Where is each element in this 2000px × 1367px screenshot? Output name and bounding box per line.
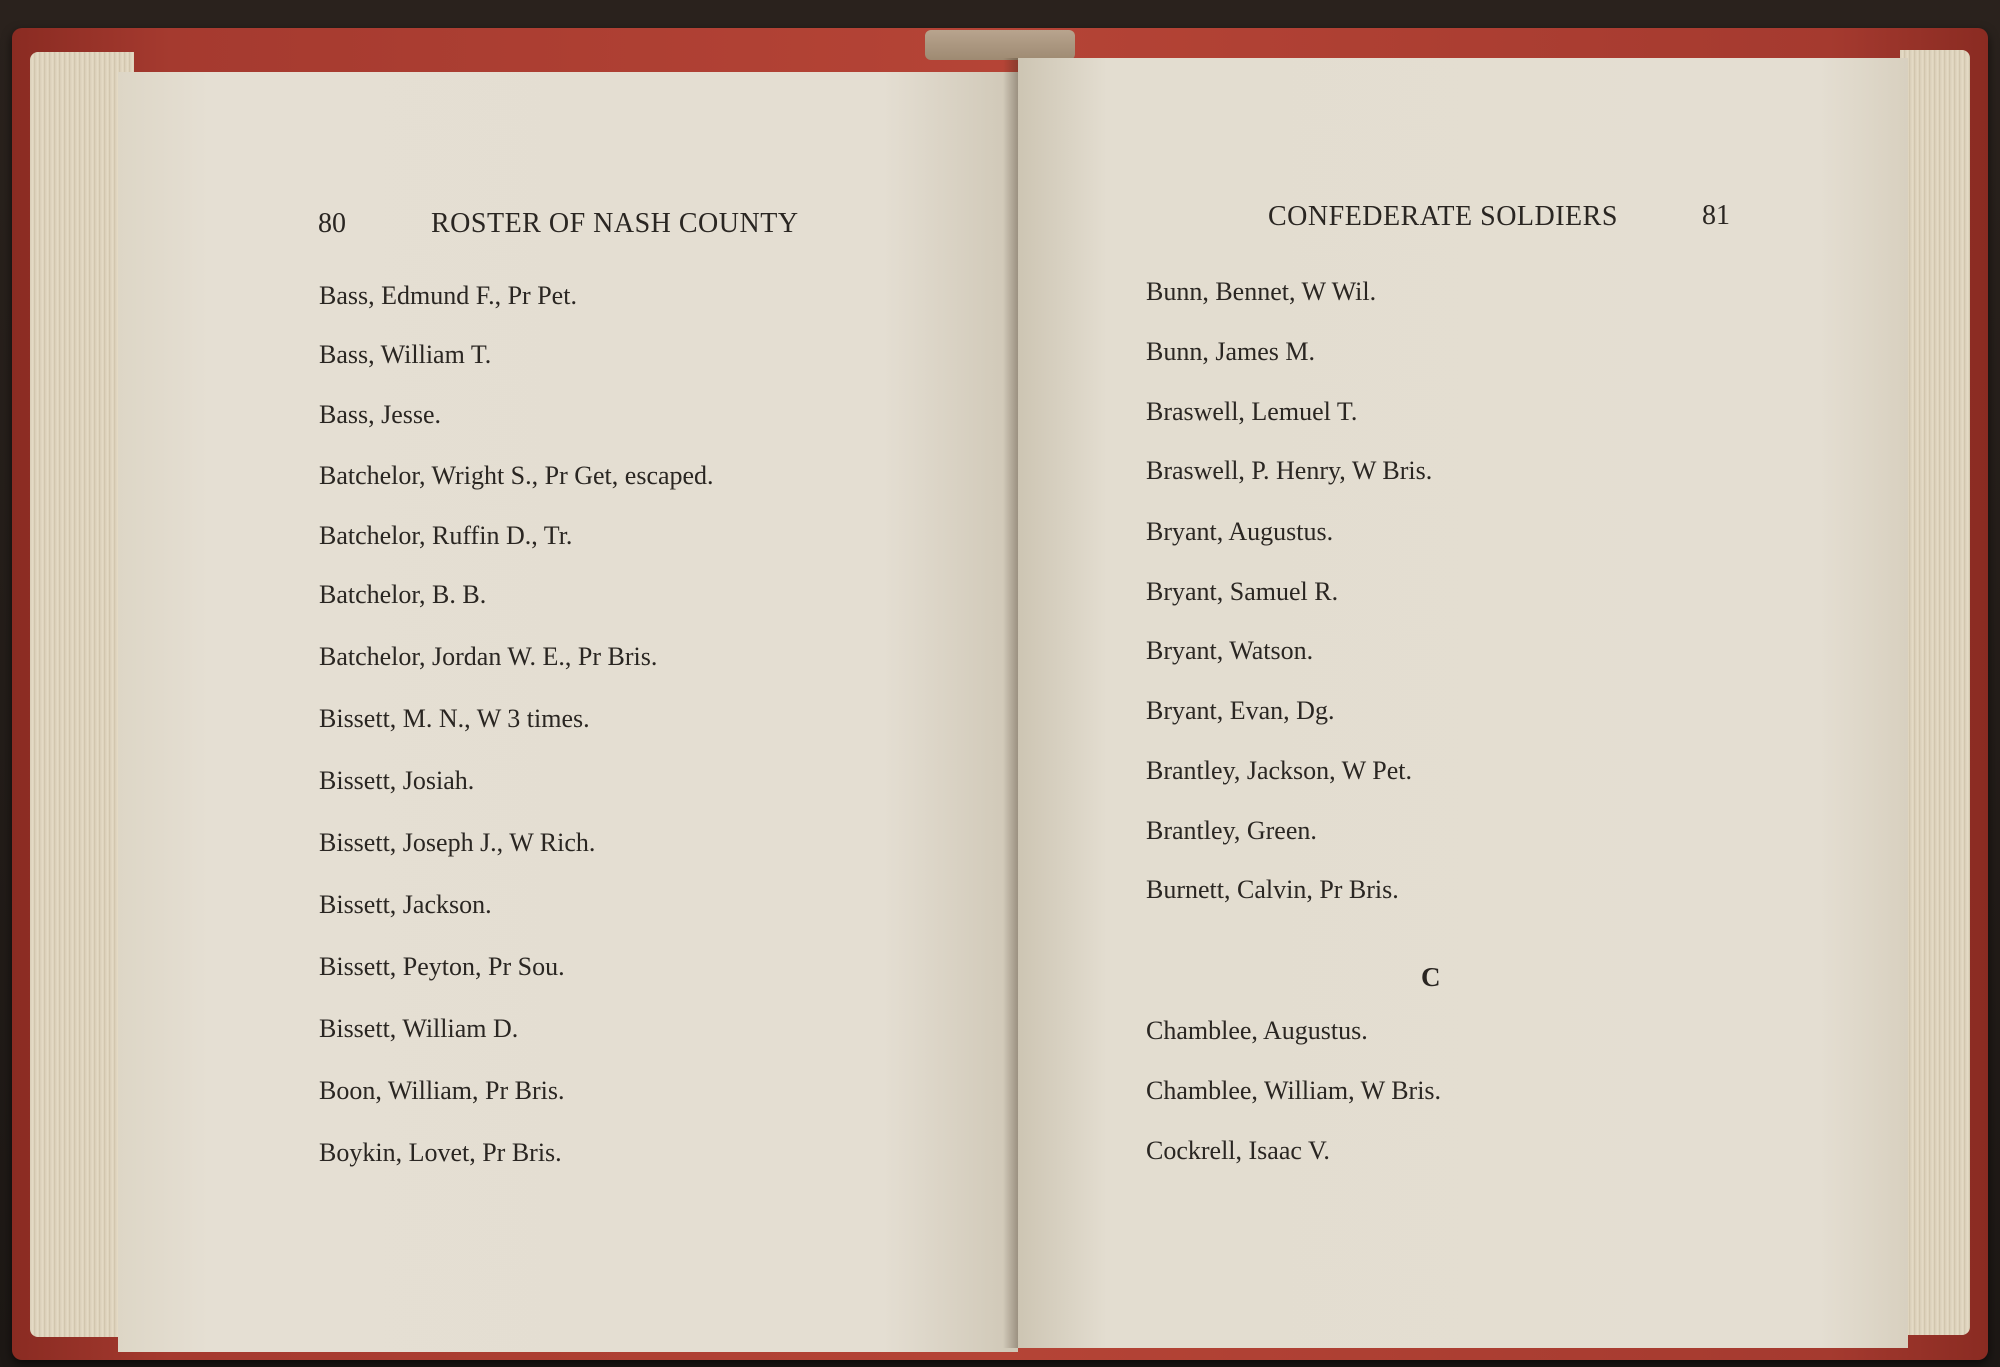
roster-entry: Bass, William T. <box>319 340 492 369</box>
roster-entry: Brantley, Green. <box>1146 816 1317 845</box>
roster-entry: Brantley, Jackson, W Pet. <box>1146 756 1412 785</box>
roster-entry: Bass, Edmund F., Pr Pet. <box>319 281 577 310</box>
left-running-head: ROSTER OF NASH COUNTY <box>431 208 799 239</box>
roster-entry: Batchelor, Wright S., Pr Get, escaped. <box>319 461 714 490</box>
roster-entry: Bissett, Joseph J., W Rich. <box>319 828 596 857</box>
roster-entry: Batchelor, Ruffin D., Tr. <box>319 521 573 550</box>
roster-entry: Boon, William, Pr Bris. <box>319 1076 565 1105</box>
roster-entry: Bryant, Watson. <box>1146 636 1314 665</box>
roster-entry: Bunn, Bennet, W Wil. <box>1146 277 1377 306</box>
roster-entry: Burnett, Calvin, Pr Bris. <box>1146 875 1399 904</box>
roster-entry: Bryant, Samuel R. <box>1146 577 1339 606</box>
spine-top <box>925 30 1075 60</box>
section-letter: C <box>1421 962 1441 992</box>
roster-entry: Chamblee, Augustus. <box>1146 1016 1368 1045</box>
roster-entry: Batchelor, B. B. <box>319 580 487 609</box>
roster-entry: Bissett, Jackson. <box>319 890 492 919</box>
roster-entry: Batchelor, Jordan W. E., Pr Bris. <box>319 642 658 671</box>
roster-entry: Bryant, Evan, Dg. <box>1146 696 1335 725</box>
roster-entry: Braswell, Lemuel T. <box>1146 397 1358 426</box>
roster-entry: Braswell, P. Henry, W Bris. <box>1146 456 1433 485</box>
roster-entry: Boykin, Lovet, Pr Bris. <box>319 1138 562 1167</box>
roster-entry: Cockrell, Isaac V. <box>1146 1136 1330 1165</box>
roster-entry: Bissett, Peyton, Pr Sou. <box>319 952 565 981</box>
roster-entry: Bissett, Josiah. <box>319 766 475 795</box>
roster-entry: Bissett, M. N., W 3 times. <box>319 704 590 733</box>
roster-entry: Bryant, Augustus. <box>1146 517 1334 546</box>
right-running-head: CONFEDERATE SOLDIERS <box>1268 201 1618 232</box>
roster-entry: Bass, Jesse. <box>319 400 442 429</box>
right-page-number: 81 <box>1702 200 1730 231</box>
left-page-number: 80 <box>318 208 346 239</box>
roster-entry: Chamblee, William, W Bris. <box>1146 1076 1442 1105</box>
roster-entry: Bissett, William D. <box>319 1014 519 1043</box>
right-page <box>1018 58 1908 1348</box>
page-edges-right <box>1900 50 1970 1335</box>
left-page <box>118 72 1018 1352</box>
roster-entry: Bunn, James M. <box>1146 337 1315 366</box>
